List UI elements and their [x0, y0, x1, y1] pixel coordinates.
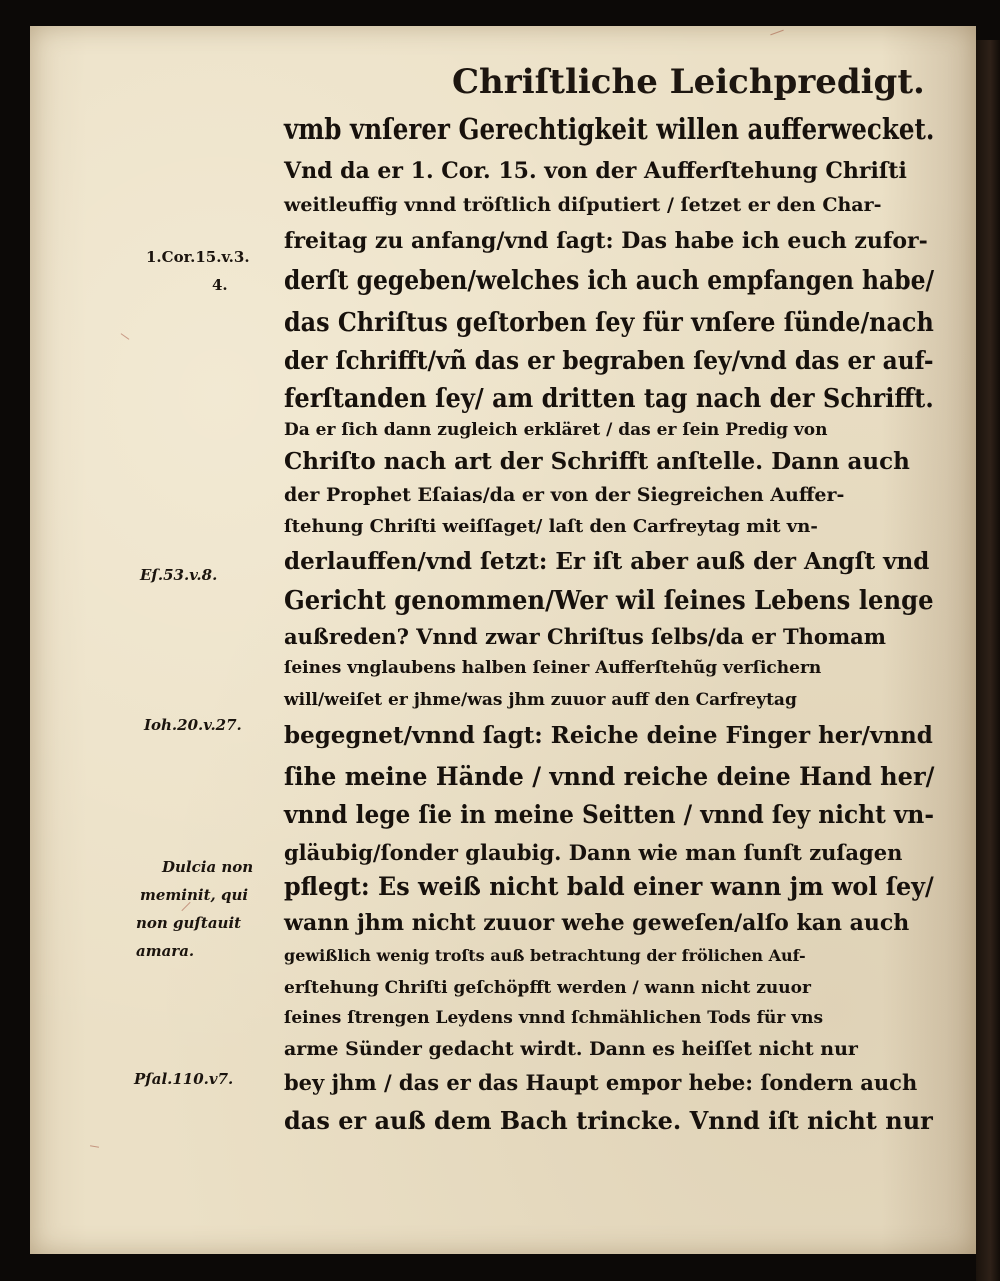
text-line: ſeines ſtrengen Leydens vnnd ſchmählichen Tods für vns	[284, 1008, 824, 1028]
text-line: derſt gegeben/welches ich auch empfangen habe/	[284, 266, 935, 296]
paper-fibre	[770, 30, 783, 36]
text-line: erſtehung Chriſti geſchöpfft werden / wann nicht zuuor	[284, 978, 811, 998]
text-line: vnnd lege ſie in meine Seitten / vnnd ſey nicht vn-	[284, 800, 934, 829]
paper-fibre	[121, 333, 130, 340]
text-line: gläubig/ſonder glaubig. Dann wie man ſunſt zuſagen	[284, 840, 903, 865]
text-line: ſtehung Chriſti weiſſaget/ laſt den Carfreytag mit vn-	[284, 516, 818, 537]
text-line: vmb vnſerer Gerechtigkeit willen aufferwecket.	[284, 112, 935, 146]
margin-note: Ioh.20.v.27.	[144, 716, 242, 734]
margin-note: non guſtauit	[136, 914, 242, 932]
book-binding-edge	[976, 40, 1000, 1281]
text-line: das Chriſtus geſtorben ſey für vnſere ſünde/nach	[284, 308, 934, 338]
text-line: pflegt: Es weiß nicht bald einer wann jm wol ſey/	[284, 872, 934, 901]
text-line: Vnd da er 1. Cor. 15. von der Aufferſtehung Chriſti	[284, 158, 907, 184]
text-line: arme Sünder gedacht wirdt. Dann es heiſſet nicht nur	[284, 1038, 858, 1060]
text-line: Da er ſich dann zugleich erkläret / das er ſein Predig von	[284, 420, 828, 440]
margin-note: 4.	[212, 276, 228, 294]
text-line: Chriſto nach art der Schrifft anſtelle. Dann auch	[284, 448, 910, 475]
margin-note: Eſ.53.v.8.	[140, 566, 218, 584]
text-line: wann jhm nicht zuuor wehe geweſen/alſo kan auch	[284, 910, 910, 936]
margin-note: Pſal.110.v7.	[134, 1070, 234, 1088]
margin-note: meminit, qui	[140, 886, 249, 904]
text-line: derlauffen/vnd ſetzt: Er iſt aber auß der Angſt vnd	[284, 548, 930, 575]
text-line: weitleuffig vnnd tröſtlich diſputiert / ſetzet er den Char-	[284, 194, 882, 216]
paper-fibre	[90, 1145, 99, 1148]
margin-note: amara.	[136, 942, 195, 960]
text-line: will/weiſet er jhme/was jhm zuuor auff den Carfreytag	[284, 690, 797, 710]
text-line: der ſchrifft/vñ das er begraben ſey/vnd das er auf-	[284, 346, 934, 375]
text-line: gewißlich wenig troſts auß betrachtung der frölichen Auf-	[284, 946, 806, 965]
text-line: bey jhm / das er das Haupt empor hebe: ſondern auch	[284, 1070, 918, 1095]
running-head: Chriſtliche Leichpredigt.	[452, 62, 925, 102]
text-line: ſihe meine Hände / vnnd reiche deine Hand her/	[284, 762, 935, 791]
text-line: freitag zu anfang/vnd ſagt: Das habe ich euch zufor-	[284, 228, 928, 254]
text-line: Gericht genommen/Wer wil ſeines Lebens lenge	[284, 586, 934, 616]
margin-note: Dulcia non	[162, 858, 254, 876]
text-line: ſeines vnglaubens halben ſeiner Aufferſtehũg verſichern	[284, 658, 822, 678]
text-line: das er auß dem Bach trincke. Vnnd iſt nicht nur	[284, 1106, 933, 1135]
margin-note: 1.Cor.15.v.3.	[146, 248, 250, 266]
text-line: außreden? Vnnd zwar Chriſtus ſelbs/da er Thomam	[284, 624, 886, 649]
text-line: begegnet/vnnd ſagt: Reiche deine Finger her/vnnd	[284, 722, 933, 749]
text-line: ferſtanden ſey/ am dritten tag nach der Schrifft.	[284, 384, 934, 414]
text-line: der Prophet Eſaias/da er von der Siegreichen Auffer-	[284, 484, 845, 506]
